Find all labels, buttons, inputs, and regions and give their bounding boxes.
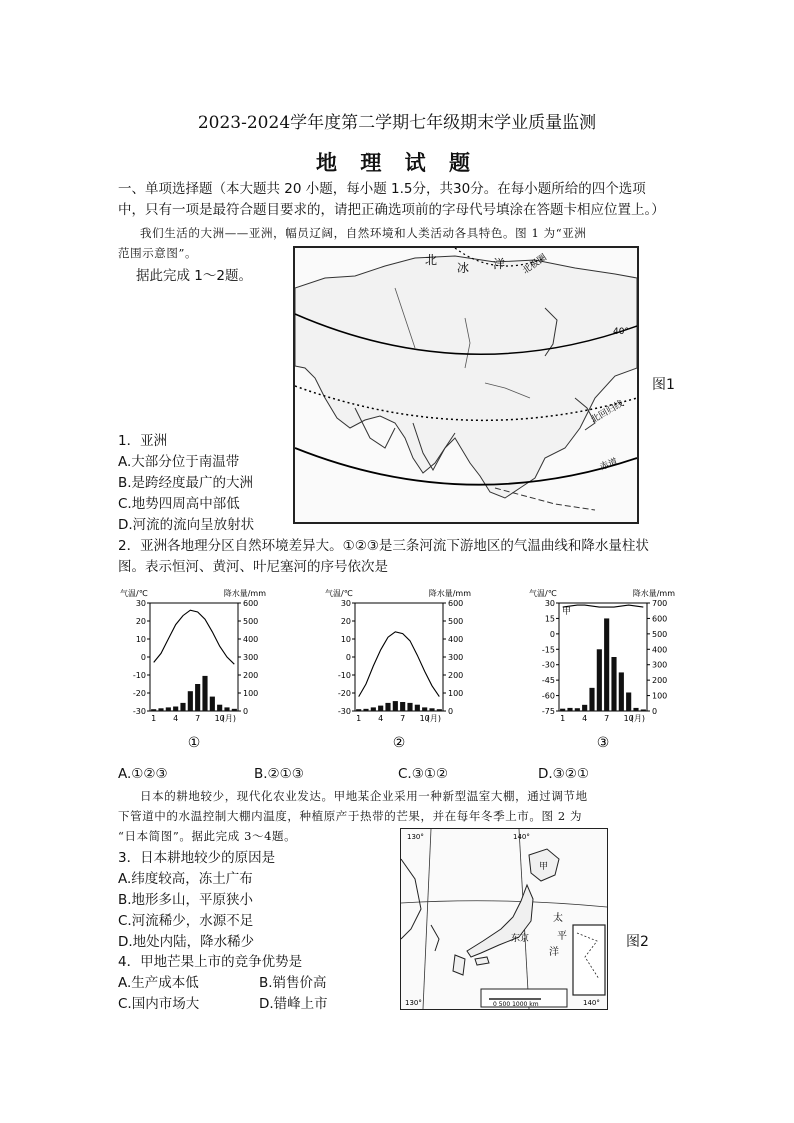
temp-tick-label: 0: [345, 653, 351, 662]
precip-tick-label: 200: [448, 671, 464, 680]
figure1-label: 图1: [652, 377, 675, 393]
q2-option-c[interactable]: C.③①②: [398, 766, 449, 782]
document-title: 2023-2024学年度第二学期七年级期末学业质量监测: [197, 113, 597, 133]
q3-option-d[interactable]: D.地处内陆，降水稀少: [118, 934, 255, 950]
temp-tick-label: -75: [541, 707, 555, 716]
precip-tick-label: 500: [652, 629, 668, 639]
map-label-arctic-circle: 北极圈: [520, 252, 549, 277]
temp-tick-label: 30: [135, 599, 146, 608]
temp-tick-label: -60: [541, 691, 555, 701]
temp-tick-label: 20: [135, 617, 146, 626]
temp-tick-label: -10: [337, 671, 351, 680]
precip-axis-title: 降水量/mm: [428, 589, 471, 598]
precip-tick-label: 200: [652, 676, 668, 686]
q3-option-c[interactable]: C.河流稀少，水源不足: [118, 913, 254, 929]
precip-tick-label: 500: [243, 617, 259, 626]
q3-option-b[interactable]: B.地形多山，平原狭小: [118, 892, 254, 908]
temp-tick-label: 10: [340, 635, 351, 644]
intro1-line3: 据此完成 1～2题。: [136, 268, 252, 284]
precip-bar: [195, 684, 200, 711]
asia-map: [293, 246, 639, 524]
precip-bar: [393, 701, 398, 711]
month-axis-title: (月): [630, 714, 645, 723]
japan-ocean-char3: 洋: [549, 947, 559, 958]
q4-option-d[interactable]: D.错峰上市: [259, 996, 328, 1012]
chart-marker: 甲: [562, 607, 572, 617]
japan-tokyo-label: 东京: [511, 934, 530, 944]
q1-option-d[interactable]: D.河流的流向呈放射状: [118, 517, 255, 533]
q2-stem-line2: 图。表示恒河、黄河、叶尼塞河的序号依次是: [118, 559, 388, 575]
temp-tick-label: 10: [135, 635, 146, 644]
precip-tick-label: 300: [652, 660, 668, 670]
temp-tick-label: -45: [541, 676, 555, 686]
month-tick-label: 4: [173, 714, 179, 723]
precip-bar: [560, 709, 565, 711]
precip-bar: [575, 708, 580, 711]
q1-option-a[interactable]: A.大部分位于南温带: [118, 454, 240, 470]
month-tick-label: 10: [214, 714, 225, 723]
precip-bar: [626, 692, 631, 711]
precip-bar: [188, 691, 193, 711]
precip-tick-label: 400: [243, 635, 259, 644]
precip-bar: [422, 707, 427, 711]
q1-stem: 1．亚洲: [118, 433, 168, 449]
section-instructions-line1: 一、单项选择题（本大题共 20 小题，每小题 1.5分，共30分。在每小题所给的四个选项: [118, 181, 646, 197]
chart-number-label: ①: [187, 735, 201, 751]
temp-tick-label: -15: [541, 645, 555, 655]
japan-ocean-char2: 平: [557, 931, 567, 942]
q2-option-d[interactable]: D.③②①: [538, 766, 589, 782]
q4-option-b[interactable]: B.销售价高: [259, 975, 327, 991]
temp-tick-label: -20: [132, 689, 146, 698]
precip-bar: [619, 672, 624, 711]
intro2-line1: 日本的耕地较少，现代化农业发达。甲地某企业采用一种新型温室大棚，通过调节地: [140, 789, 588, 803]
temp-tick-label: 0: [140, 653, 146, 662]
precip-tick-label: 0: [448, 707, 454, 716]
precip-tick-label: 200: [243, 671, 259, 680]
q2-stem-line1: 2．亚洲各地理分区自然环境差异大。①②③是三条河流下游地区的气温曲线和降水量柱状: [118, 538, 649, 554]
precip-bar: [166, 707, 171, 711]
precip-bar: [363, 709, 368, 711]
temp-tick-label: 20: [340, 617, 351, 626]
temp-tick-label: 0: [549, 629, 555, 639]
chart-number-label: ③: [596, 735, 610, 751]
precip-bar: [582, 705, 587, 711]
climate-chart-3: [527, 585, 677, 755]
temp-axis-title: 气温/℃: [529, 589, 557, 598]
month-tick-label: 4: [378, 714, 384, 723]
plot-frame: [355, 603, 443, 711]
month-tick-label: 7: [400, 714, 406, 723]
precip-bar: [597, 649, 602, 711]
precip-bar: [173, 707, 178, 712]
q1-option-c[interactable]: C.地势四周高中部低: [118, 496, 240, 512]
section-instructions-line2: 中，只有一项是最符合题目要求的，请把正确选项前的字母代号填涂在答题卡相应位置上。）: [118, 202, 665, 218]
map-label-ocean: 洋: [493, 257, 506, 271]
month-tick-label: 10: [419, 714, 430, 723]
precip-bar: [604, 618, 609, 711]
japan-lon130-bottom: 130°: [405, 999, 422, 1007]
temp-tick-label: 30: [544, 599, 555, 608]
q1-option-b[interactable]: B.是跨经度最广的大洲: [118, 475, 254, 491]
month-tick-label: 7: [195, 714, 201, 723]
map-label-tropic: 北回归线: [589, 398, 626, 426]
q3-stem: 3．日本耕地较少的原因是: [118, 850, 276, 866]
temp-tick-label: 15: [544, 614, 555, 624]
precip-bar: [567, 708, 572, 711]
precip-tick-label: 600: [448, 599, 464, 608]
japan-lon130-top: 130°: [407, 833, 424, 841]
precip-bar: [210, 697, 215, 711]
precip-tick-label: 0: [243, 707, 249, 716]
chart-number-label: ②: [392, 735, 406, 751]
subject-title: 地 理 试 题: [316, 150, 478, 175]
temperature-curve: [563, 605, 644, 607]
precip-tick-label: 100: [652, 691, 668, 701]
precip-tick-label: 100: [243, 689, 259, 698]
precip-bar: [589, 688, 594, 711]
month-axis-title: (月): [426, 714, 441, 723]
precip-bar: [429, 708, 434, 711]
map-label-ice: 冰: [457, 261, 470, 275]
japan-ocean-char1: 太: [553, 913, 563, 924]
japan-map: [400, 828, 608, 1010]
japan-lon140-bottom: 140°: [583, 999, 600, 1007]
plot-frame: [150, 603, 238, 711]
precip-tick-label: 300: [448, 653, 464, 662]
precip-tick-label: 400: [652, 645, 668, 655]
month-tick-label: 4: [582, 714, 588, 723]
intro1-line1: 我们生活的大洲——亚洲，幅员辽阔，自然环境和人类活动各具特色。图 1 为“亚洲: [140, 226, 587, 240]
map-label-equator: 赤道: [598, 457, 619, 473]
precip-axis-title: 降水量/mm: [632, 589, 675, 598]
precip-tick-label: 0: [652, 707, 658, 716]
precip-axis-title: 降水量/mm: [223, 589, 266, 598]
intro1-line2: 范围示意图”。: [118, 246, 198, 260]
month-axis-title: (月): [221, 714, 236, 723]
japan-map-drawing: [401, 829, 607, 1009]
precip-bar: [641, 709, 646, 711]
precip-bar: [224, 707, 229, 711]
precip-tick-label: 100: [448, 689, 464, 698]
q3-option-a[interactable]: A.纬度较高，冻土广布: [118, 871, 253, 887]
q2-option-a[interactable]: A.①②③: [118, 766, 168, 782]
q4-option-c[interactable]: C.国内市场大: [118, 996, 200, 1012]
japan-scale-label: 0 500 1000 km: [493, 1001, 539, 1008]
precip-bar: [151, 709, 156, 711]
precip-bar: [180, 703, 185, 711]
precip-bar: [232, 709, 237, 711]
precip-tick-label: 600: [243, 599, 259, 608]
precip-bar: [611, 657, 616, 711]
precip-tick-label: 700: [652, 599, 668, 608]
temp-tick-label: -30: [132, 707, 146, 716]
precip-bar: [371, 707, 376, 711]
month-tick-label: 7: [604, 714, 610, 723]
temp-tick-label: -30: [541, 660, 555, 670]
month-tick-label: 10: [623, 714, 634, 723]
temperature-curve: [154, 610, 235, 664]
precip-bar: [217, 705, 222, 711]
intro2-line3: “日本简图”。据此完成 3～4题。: [118, 829, 297, 843]
temp-axis-title: 气温/℃: [325, 589, 353, 598]
month-tick-label: 1: [151, 714, 157, 723]
japan-place-marker: 甲: [539, 862, 549, 872]
temp-tick-label: 30: [340, 599, 351, 608]
precip-bar: [378, 706, 383, 711]
precip-tick-label: 300: [243, 653, 259, 662]
month-tick-label: 1: [560, 714, 566, 723]
temp-tick-label: -20: [337, 689, 351, 698]
temperature-curve: [359, 632, 440, 697]
intro2-line2: 下管道中的水温控制大棚内温度，种植原产于热带的芒果，并在每年冬季上市。图 2 为: [118, 809, 583, 823]
precip-bar: [385, 703, 390, 711]
precip-bar: [356, 709, 361, 711]
precip-bar: [633, 708, 638, 711]
temp-tick-label: -10: [132, 671, 146, 680]
precip-tick-label: 600: [652, 614, 668, 624]
precip-bar: [202, 676, 207, 711]
temp-axis-title: 气温/℃: [120, 589, 148, 598]
precip-bar: [400, 702, 405, 711]
climate-chart-1: [118, 585, 268, 755]
q4-stem: 4．甲地芒果上市的竞争优势是: [118, 954, 303, 970]
precip-bar: [407, 703, 412, 711]
figure2-label: 图2: [626, 934, 649, 950]
precip-tick-label: 500: [448, 617, 464, 626]
precip-bar: [415, 705, 420, 711]
asia-map-drawing: [295, 248, 637, 522]
map-label-lat40: 40°: [613, 327, 629, 337]
plot-frame: [559, 603, 647, 711]
japan-lon140-top: 140°: [513, 833, 530, 841]
precip-bar: [437, 709, 442, 711]
month-tick-label: 1: [356, 714, 362, 723]
map-label-north: 北: [425, 253, 438, 267]
precip-tick-label: 400: [448, 635, 464, 644]
climate-chart-2: [323, 585, 473, 755]
q2-option-b[interactable]: B.②①③: [254, 766, 304, 782]
temp-tick-label: -30: [337, 707, 351, 716]
q4-option-a[interactable]: A.生产成本低: [118, 975, 199, 991]
precip-bar: [158, 708, 163, 711]
